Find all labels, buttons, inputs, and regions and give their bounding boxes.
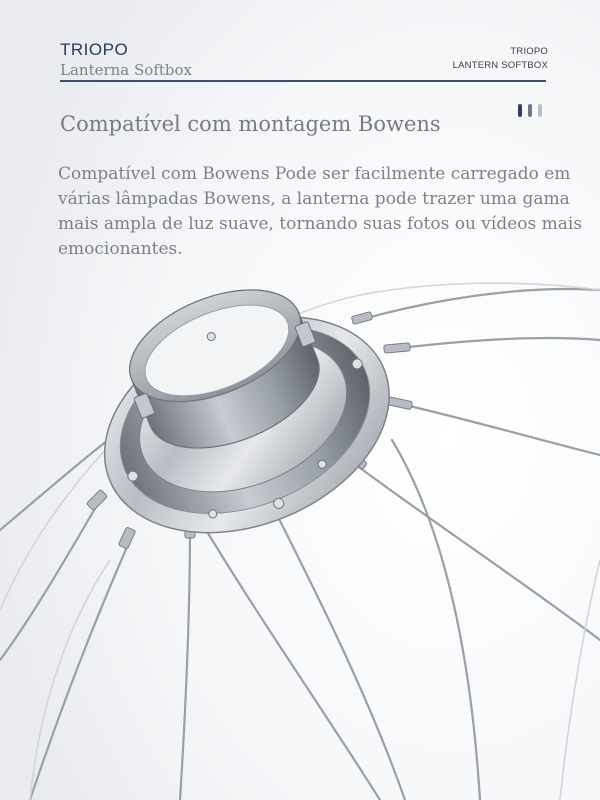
header-divider [60, 80, 546, 82]
brand-name: TRIOPO [60, 40, 129, 59]
brand-subtitle-right: LANTERN SOFTBOX [452, 60, 548, 71]
decorative-bar [528, 104, 532, 117]
section-description: Compatível com Bowens Pode ser facilmente carregado em várias lâmpadas Bowens, a lanterna pode trazer uma gama mais ampla de luz suave, tornando suas fotos ou vídeos mais emocionantes. [58, 164, 583, 259]
brand-name-right: TRIOPO [510, 46, 548, 57]
brand-block-right [453, 45, 548, 73]
brand-block [60, 40, 192, 80]
decorative-bar [538, 104, 542, 117]
section-heading: Compatível com montagem Bowens [60, 112, 441, 136]
brand-subtitle: Lanterna Softbox [60, 61, 192, 79]
decorative-bars [518, 104, 548, 118]
decorative-bar [518, 104, 522, 117]
